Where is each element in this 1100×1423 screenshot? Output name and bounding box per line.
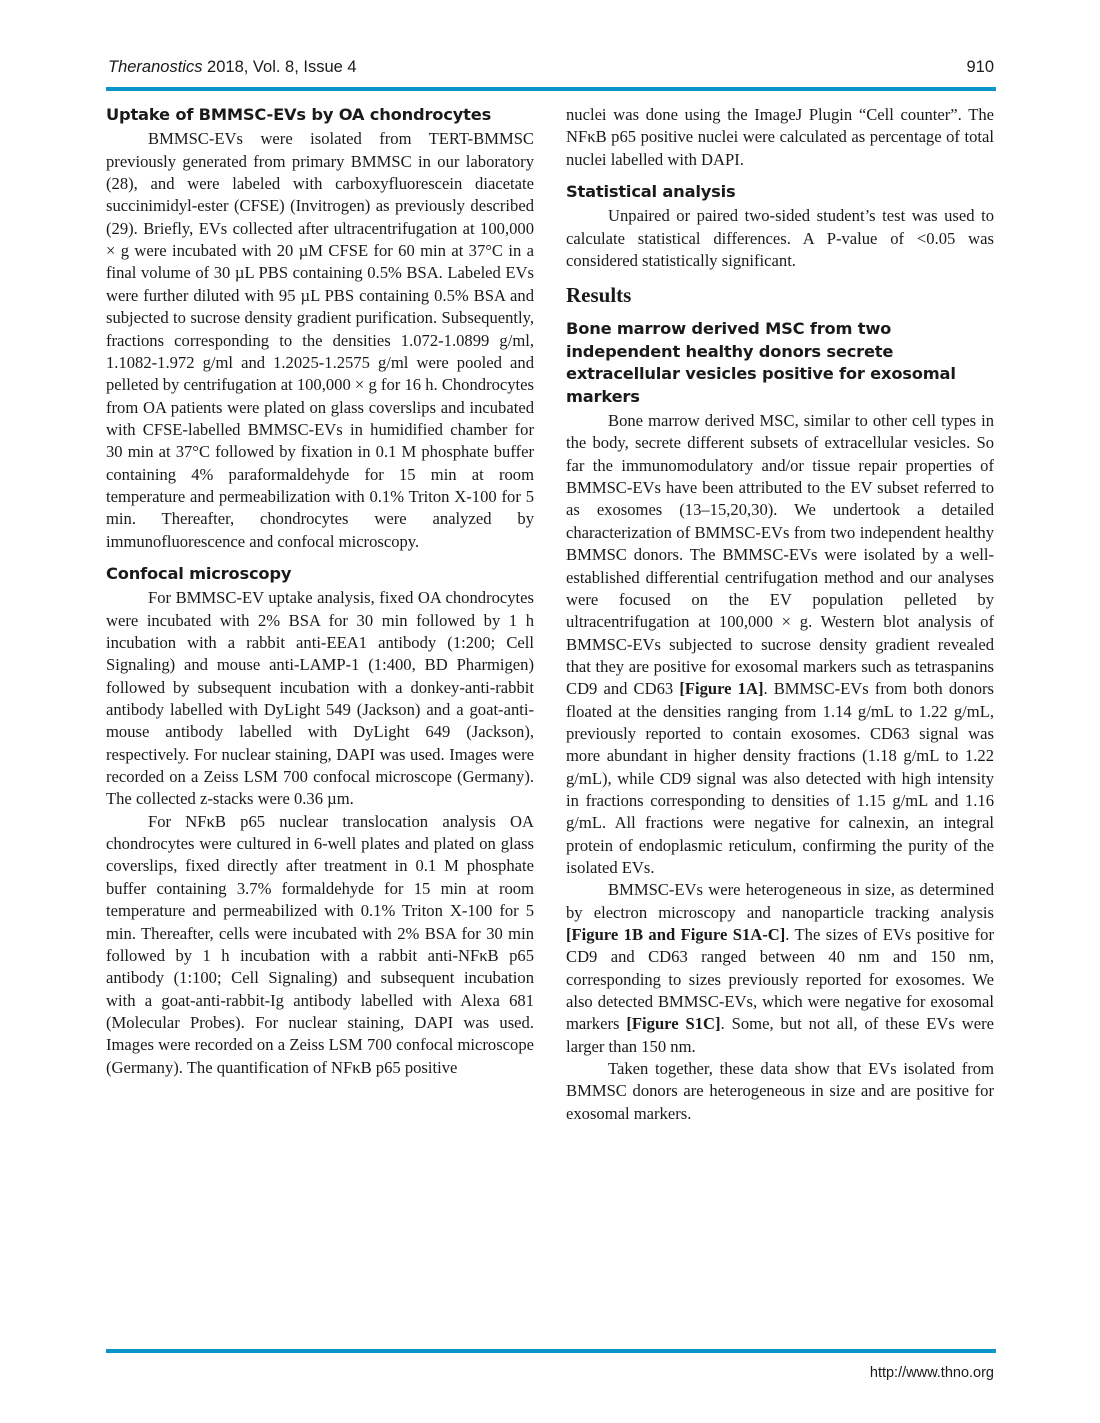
figure-reference: [Figure 1A] — [679, 679, 764, 699]
section-heading: Confocal microscopy — [106, 563, 292, 583]
text-run: Unpaired or paired two-sided student’s test was used to calculate statistical differences. A P-value of <0.05 was considered statistically significant. — [566, 206, 994, 271]
text-run: BMMSC-EVs were heterogeneous in size, as determined by electron microscopy and nanoparticle tracking analysis — [566, 880, 994, 922]
text-run: . Some, but not all, of these EVs were larger than 150 nm. — [566, 1014, 994, 1056]
paragraph — [566, 410, 994, 879]
text-run: . The sizes of EVs positive for CD9 and CD63 ranged between 40 nm and 150 nm, corresponding to sizes previously reported for exosomes. We also detected BMMSC-EVs, which were negative for exosomal markers — [566, 925, 994, 1034]
footer-url[interactable]: http://www.thno.org — [869, 1365, 994, 1381]
text-run: Taken together, these data show that EVs isolated from BMMSC donors are heterogeneous in size and are positive for exosomal markers. — [566, 1059, 994, 1123]
text-run: For NFκB p65 nuclear translocation analysis OA chondrocytes were cultured in 6-well plates and plated on glass coverslips, fixed directly after treatment in 0.1 M phosphate buffer containing 3.7% formaldehyde for 15 min at room temperature and permeabilized with 0.1% Triton X-100 for 5 min. Thereafter, cells were incubated with 2% BSA for 30 min followed by 1 h incubation with a rabbit anti-NFκB p65 antibody (1:100; Cell Signaling) and subsequent incubation with a goat-anti-rabbit-Ig antibody labelled with Alexa 681 (Molecular Probes). For nuclear staining, DAPI was used. Images were recorded on a Zeiss LSM 700 confocal microscope (Germany). The quantification of NFκB p65 positive — [106, 811, 534, 1077]
figure-reference: [Figure 1B and Figure S1A-C] — [566, 925, 786, 944]
right-column — [566, 104, 994, 1125]
page-number: 910 — [966, 58, 994, 76]
journal-issue: 2018, Vol. 8, Issue 4 — [202, 58, 357, 76]
section-uptake — [106, 104, 534, 553]
paragraph — [106, 587, 534, 810]
section-results-bmmsc — [566, 318, 994, 1125]
running-header — [108, 58, 994, 80]
text-run: For BMMSC-EV uptake analysis, fixed OA chondrocytes were incubated with 2% BSA for 30 min followed by 1 h incubation with a rabbit anti-EEA1 antibody (1:200; Cell Signaling) and mouse anti-LAMP-1 (1:400, BD Pharmigen) followed by subsequent incubation with a donkey-anti-rabbit antibody labelled with DyLight 549 (Jackson) and a goat-anti-mouse antibody labelled with DyLight 649 (Jackson), respectively. For nuclear staining, DAPI was used. Images were recorded on a Zeiss LSM 700 confocal microscope (Germany). The collected z-stacks were 0.36 µm. — [106, 588, 534, 809]
header-rule — [106, 87, 996, 91]
text-run: nuclei was done using the ImageJ Plugin “Cell counter”. The NFκB p65 positive nuclei were calculated as percentage of total nuclei labelled with DAPI. — [566, 105, 994, 169]
paragraph — [566, 205, 994, 272]
paragraph — [566, 1058, 994, 1125]
section-heading: Statistical analysis — [566, 182, 736, 202]
paragraph — [106, 811, 534, 1079]
section-heading: Bone marrow derived MSC from two independent healthy donors secrete extracellular vesicles positive for exosomal markers — [566, 319, 956, 406]
results-heading: Results — [566, 283, 632, 308]
text-run: . BMMSC-EVs from both donors floated at the densities ranging from 1.14 g/mL to 1.22 g/mL, previously reported to contain exosomes. CD63 signal was more abundant in higher density fractions (1.18 g/mL to 1.22 g/mL), while CD9 signal was also detected with high intensity in fractions corresponding to densities of 1.15 g/mL and 1.16 g/mL. All fractions were negative for calnexin, an integral protein of endoplasmic reticulum, confirming the purity of the isolated EVs. — [566, 679, 994, 877]
section-confocal — [106, 563, 534, 1079]
section-heading: Uptake of BMMSC-EVs by OA chondrocytes — [106, 105, 492, 124]
section-statistical-analysis — [566, 181, 994, 272]
paragraph-continuation — [566, 104, 994, 171]
text-run: BMMSC-EVs were isolated from TERT-BMMSC previously generated from primary BMMSC in our laboratory (28), and were labeled with carboxyfluorescein diacetate succinimidyl-ester (CFSE) (Invitrogen) as previously described (29). Briefly, EVs collected after ultracentrifugation at 100,000 × g were incubated with 20 µM CFSE for 60 min at 37°C in a final volume of 30 µL PBS containing 0.5% BSA. Labeled EVs were further diluted with 95 µL PBS containing 0.5% BSA and subjected to sucrose density gradient purification. Subsequently, fractions corresponding to the densities 1.072-1.0899 g/ml, 1.1082-1.972 g/ml and 1.2025-1.2575 g/ml were pooled and pelleted by centrifugation at 100,000 × g for 16 h. Chondrocytes from OA patients were plated on glass coverslips and incubated with CFSE-labelled BMMSC-EVs in humidified chamber for 30 min at 37°C followed by fixation in 0.1 M phosphate buffer containing 4% paraformaldehyde for 15 min at room temperature and permeabilization with 0.1% Triton X-100 for 5 min. Thereafter, chondrocytes were analyzed by immunofluorescence and confocal microscopy. — [106, 129, 534, 551]
footer-rule — [106, 1349, 996, 1353]
paragraph — [106, 128, 534, 553]
left-column — [106, 104, 534, 1079]
journal-name: Theranostics — [108, 58, 203, 76]
figure-reference: [Figure S1C] — [626, 1014, 721, 1034]
paragraph — [566, 879, 994, 1058]
text-run: Bone marrow derived MSC, similar to other cell types in the body, secrete different subsets of extracellular vesicles. So far the immunomodulatory and/or tissue repair properties of BMMSC-EVs have been attributed to the EV subset referred to as exosomes (13–15,20,30). We undertook a detailed characterization of BMMSC-EVs from two independent healthy BMMSC donors. The BMMSC-EVs were isolated by a well-established differential centrifugation method and our analyses were focused on the EV population pelleted by ultracentrifugation at 100,000 × g. Western blot analysis of BMMSC-EVs subjected to sucrose density gradient revealed that they are positive for exosomal markers such as tetraspanins CD9 and CD63 — [566, 411, 994, 699]
